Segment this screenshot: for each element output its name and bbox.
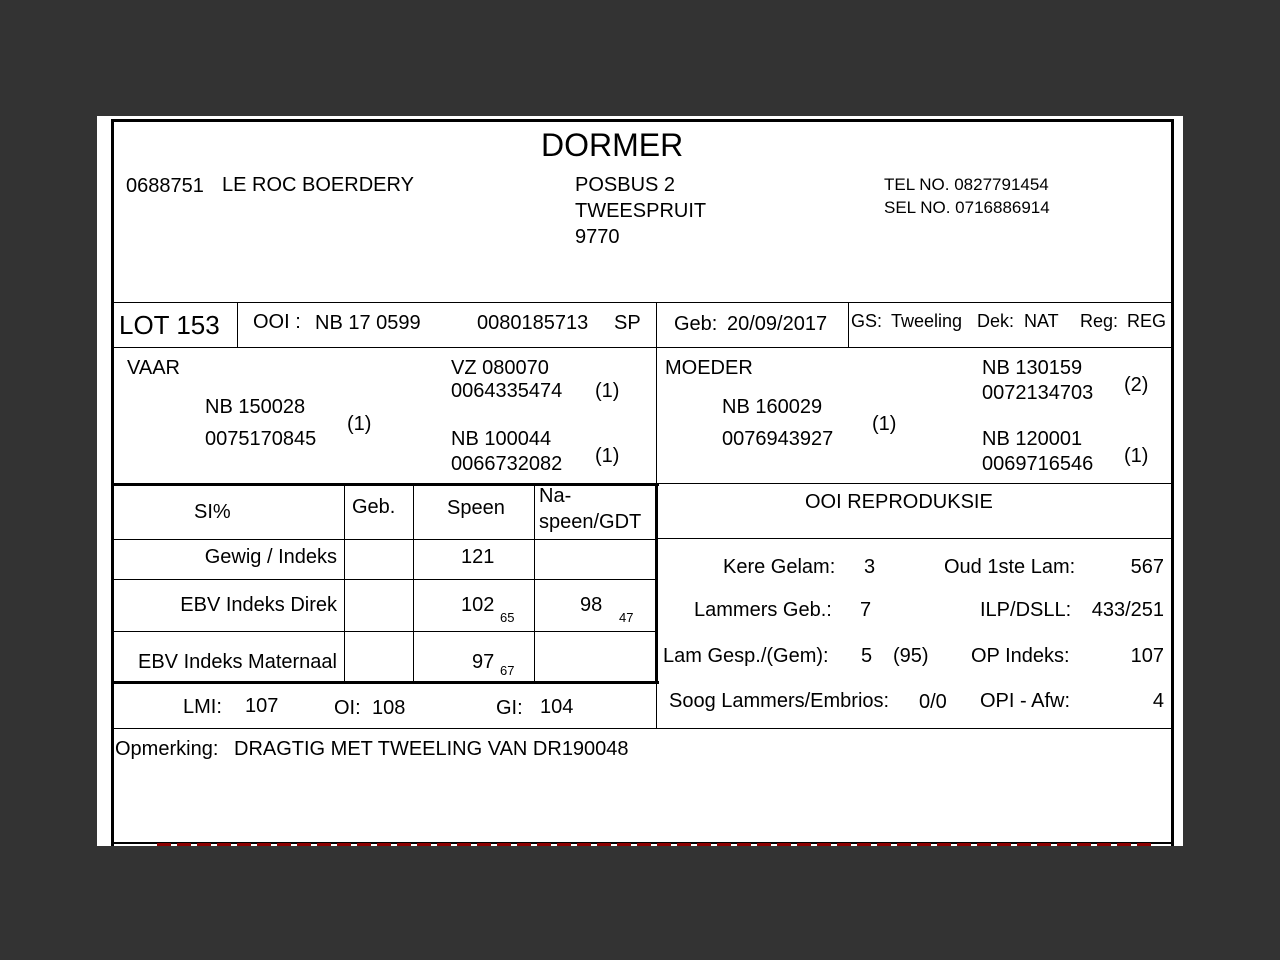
kere-label: Kere Gelam: [723,556,836,578]
col-si: SI% [194,501,231,523]
gesp-gem: (95) [893,645,929,667]
perf-row-line3 [111,631,657,632]
tel-number: TEL NO. 0827791454 [884,175,1049,194]
col-naspeen-1: Na- [539,485,572,507]
lot-number: LOT 153 [119,310,220,340]
gi-label: GI: [496,697,523,719]
sel-number: SEL NO. 0716886914 [884,198,1050,217]
mz-count: (2) [1124,374,1149,396]
address-line3: 9770 [575,226,620,248]
repro-title: OOI REPRODUKSIE [805,491,993,513]
kere-value: 3 [864,556,876,578]
lot-card [97,116,1183,846]
col-geb: Geb. [352,496,396,518]
op-value: 107 [1130,645,1164,667]
row-label-maternaal: EBV Indeks Maternaal [138,651,337,673]
reg-value: REG [1127,311,1167,331]
divider-lot-v1 [237,302,238,348]
row-direk-speen-sub: 65 [500,610,515,625]
vm-reg: 0066732082 [451,453,563,475]
ooi-reg-number: 0080185713 [477,312,589,334]
perf-col-line2 [413,484,414,683]
soog-label: Soog Lammers/Embrios: [669,690,890,712]
gs-label: GS: [851,311,883,331]
row-direk-speen: 102 [461,594,495,616]
breed-title: DORMER [541,127,684,163]
owner-name: LE ROC BOERDERY [222,174,414,196]
divider-lot-v3 [848,302,849,348]
ooi-id: NB 17 0599 [315,312,421,334]
row-direk-naspeen-sub: 47 [619,610,634,625]
address-line1: POSBUS 2 [575,174,676,196]
gesp-label: Lam Gesp./(Gem): [663,645,829,667]
moeder-count: (1) [872,413,897,435]
gesp-value: 5 [861,645,873,667]
vaar-count: (1) [347,413,372,435]
frame-top [111,119,1174,122]
oi-value: 108 [372,697,406,719]
ooi-sex-code: SP [614,312,641,334]
oud-value: 567 [1130,556,1164,578]
remark-label: Opmerking: [115,738,219,760]
vaar-label: VAAR [127,357,180,379]
cut-off-red-text [157,843,1157,846]
opi-label: OPI - Afw: [980,690,1071,712]
lmi-value: 107 [245,695,279,717]
lammers-value: 7 [860,599,872,621]
divider-lot-top [111,302,1174,303]
col-naspeen-2: speen/GDT [539,511,642,533]
row-gewig-speen: 121 [461,546,495,568]
row-maternaal-speen: 97 [472,651,495,673]
dek-label: Dek: [977,311,1015,331]
opi-value: 4 [1152,690,1164,712]
divider-lot-bottom [111,347,1174,348]
geb-date: 20/09/2017 [727,313,828,335]
ooi-label: OOI : [253,311,301,333]
vz-id: VZ 080070 [451,357,549,379]
row-label-gewig: Gewig / Indeks [204,546,337,568]
divider-pedigree-mid [656,348,657,485]
gs-value: Tweeling [891,311,963,331]
vaar-reg: 0075170845 [205,428,317,450]
mm-id: NB 120001 [982,428,1083,450]
row-maternaal-speen-sub: 67 [500,663,515,678]
ilp-label: ILP/DSLL: [980,599,1072,621]
perf-right [655,484,658,683]
vz-reg: 0064335474 [451,380,563,402]
perf-row-line1 [111,539,657,540]
moeder-label: MOEDER [665,357,753,379]
lmi-label: LMI: [183,696,222,718]
col-speen: Speen [447,497,505,519]
moeder-reg: 0076943927 [722,428,834,450]
dek-value: NAT [1024,311,1059,331]
reg-label: Reg: [1080,311,1119,331]
divider-indices-mid [656,684,657,729]
perf-col-line1 [344,484,345,683]
vaar-id: NB 150028 [205,396,306,418]
perf-top [111,484,659,486]
oud-label: Oud 1ste Lam: [944,556,1076,578]
lammers-label: Lammers Geb.: [694,599,832,621]
repro-title-line [658,538,1174,539]
gi-value: 104 [540,696,574,718]
vm-id: NB 100044 [451,428,552,450]
row-label-direk: EBV Indeks Direk [180,594,337,616]
perf-bottom [111,681,659,684]
mz-id: NB 130159 [982,357,1083,379]
address-line2: TWEESPRUIT [575,200,707,222]
divider-lot-v2 [656,302,657,348]
vm-count: (1) [595,445,620,467]
moeder-id: NB 160029 [722,396,823,418]
remark-text: DRAGTIG MET TWEELING VAN DR190048 [234,738,629,760]
perf-col-line3 [534,484,535,683]
ilp-value: 433/251 [1091,599,1164,621]
oi-label: OI: [334,697,361,719]
mz-reg: 0072134703 [982,382,1094,404]
op-label: OP Indeks: [971,645,1070,667]
vz-count: (1) [595,380,620,402]
soog-value: 0/0 [919,691,947,713]
geb-label: Geb: [674,313,718,335]
perf-row-line2 [111,579,657,580]
row-direk-naspeen: 98 [580,594,603,616]
divider-remark-top [111,728,1174,729]
mm-count: (1) [1124,445,1149,467]
mm-reg: 0069716546 [982,453,1094,475]
owner-code: 0688751 [126,175,204,197]
